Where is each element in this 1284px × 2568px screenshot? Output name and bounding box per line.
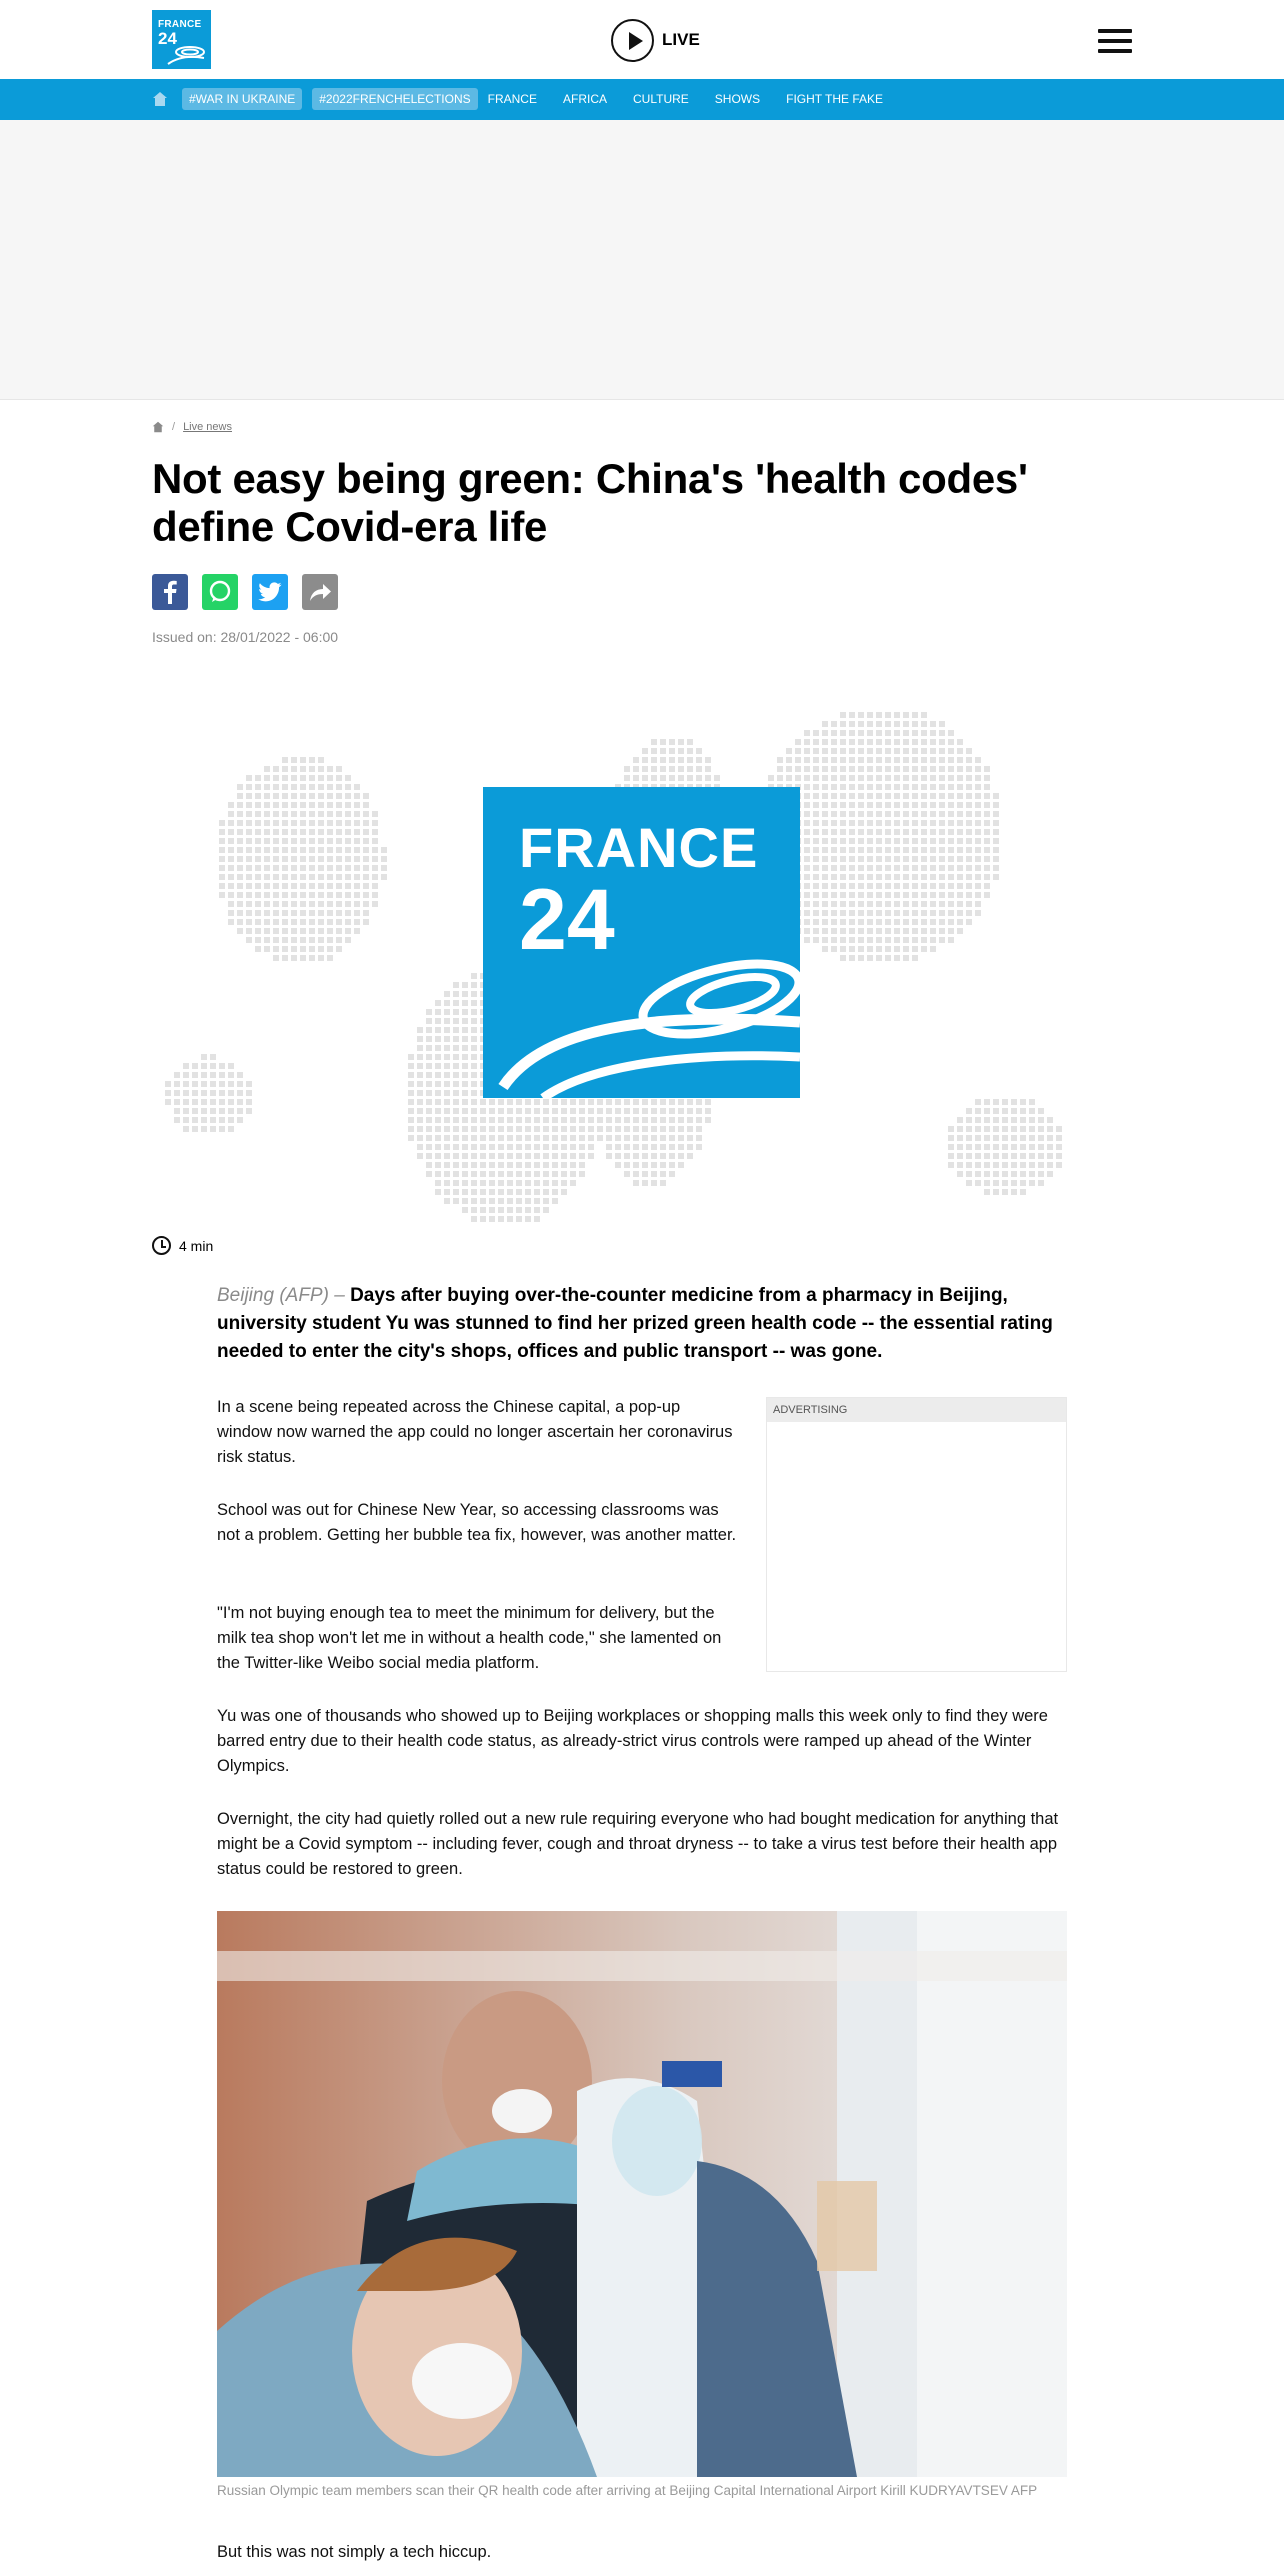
lead-text: Days after buying over-the-counter medicine from a pharmacy in Beijing, university student Yu was stunned to find her prized green health code -- the essential rating needed to enter the city's shops, offices and public transport -- was gone. <box>217 1285 1053 1362</box>
logo-waves-icon <box>166 44 206 66</box>
nav-items <box>182 88 909 110</box>
article-paragraph: Overnight, the city had quietly rolled out a new rule requiring everyone who had bought medication for anything that might be a Covid symptom -- including fever, cough and throat dryness -- to take a virus test before their health app status could be restored to green. <box>217 1810 1059 1878</box>
breadcrumb-link-live-news[interactable]: Live news <box>183 421 232 433</box>
top-ad-banner <box>0 120 1284 400</box>
byline: Beijing (AFP) – <box>217 1285 345 1306</box>
article-paragraph: But this was not simply a tech hiccup. <box>217 2543 492 2561</box>
france24-logo[interactable] <box>152 10 211 69</box>
hamburger-menu-icon[interactable] <box>1098 29 1132 53</box>
nav-item-war-in-ukraine[interactable]: #WAR IN UKRAINE <box>182 88 302 110</box>
breadcrumb <box>152 421 232 433</box>
read-time-label: 4 min <box>179 1237 214 1254</box>
read-time <box>152 1236 213 1255</box>
advertising-box[interactable] <box>766 1397 1067 1672</box>
article-paragraph: Yu was one of thousands who showed up to Beijing workplaces or shopping malls this week only to find they were barred entry due to their health code status, as already-strict virus controls were ramped up ahead of the Winter Olympics. <box>217 1707 1048 1775</box>
nav-item-fight-the-fake[interactable]: FIGHT THE FAKE <box>786 92 884 106</box>
home-icon[interactable] <box>152 91 168 107</box>
hero-logo-text-france: FRANCE <box>519 816 759 879</box>
article-paragraph: In a scene being repeated across the Chinese capital, a pop-up window now warned the app could no longer ascertain her coronavirus risk status. <box>217 1398 733 1466</box>
article-photo <box>217 1911 1067 2477</box>
twitter-icon[interactable] <box>252 574 288 610</box>
hero-france24-logo <box>483 787 800 1098</box>
nav-item-africa[interactable]: AFRICA <box>562 92 607 106</box>
nav-item-france[interactable]: FRANCE <box>487 92 537 106</box>
article-paragraph: "I'm not buying enough tea to meet the minimum for delivery, but the milk tea shop won't let me in without a health code," she lamented on the Twitter-like Weibo social media platform. <box>217 1604 722 1672</box>
home-icon[interactable] <box>152 421 164 433</box>
photo-caption: Russian Olympic team members scan their QR health code after arriving at Beijing Capital International Airport Kirill KUDRYAVTSEV AFP <box>217 2483 1038 2498</box>
logo-text-france: FRANCE <box>158 19 202 30</box>
nav-item-shows[interactable]: SHOWS <box>714 92 761 106</box>
whatsapp-icon[interactable] <box>202 574 238 610</box>
site-header <box>0 0 1284 79</box>
logo-text-24: 24 <box>158 29 177 48</box>
live-label: LIVE <box>662 30 700 49</box>
nav-item-culture[interactable]: CULTURE <box>633 92 689 106</box>
share-bar <box>152 574 338 610</box>
category-nav <box>0 79 1284 120</box>
advertising-label: ADVERTISING <box>767 1398 1066 1422</box>
nav-item-2022frenchelections[interactable]: #2022FRENCHELECTIONS <box>312 88 477 110</box>
article-paragraph: School was out for Chinese New Year, so accessing classrooms was not a problem. Getting her bubble tea fix, however, was another matter. <box>217 1501 737 1544</box>
facebook-icon[interactable] <box>152 574 188 610</box>
share-icon[interactable] <box>302 574 338 610</box>
article-title: Not easy being green: China's 'health codes' define Covid-era life <box>152 455 1028 550</box>
hero-logo-text-24: 24 <box>519 872 615 968</box>
play-icon <box>611 19 654 62</box>
clock-icon <box>152 1236 171 1255</box>
issued-date: Issued on: 28/01/2022 - 06:00 <box>152 629 339 645</box>
breadcrumb-separator: / <box>172 421 176 433</box>
live-button[interactable] <box>611 18 700 62</box>
article-lead <box>217 1282 1067 1366</box>
hero-logo-waves-icon <box>483 787 800 1098</box>
